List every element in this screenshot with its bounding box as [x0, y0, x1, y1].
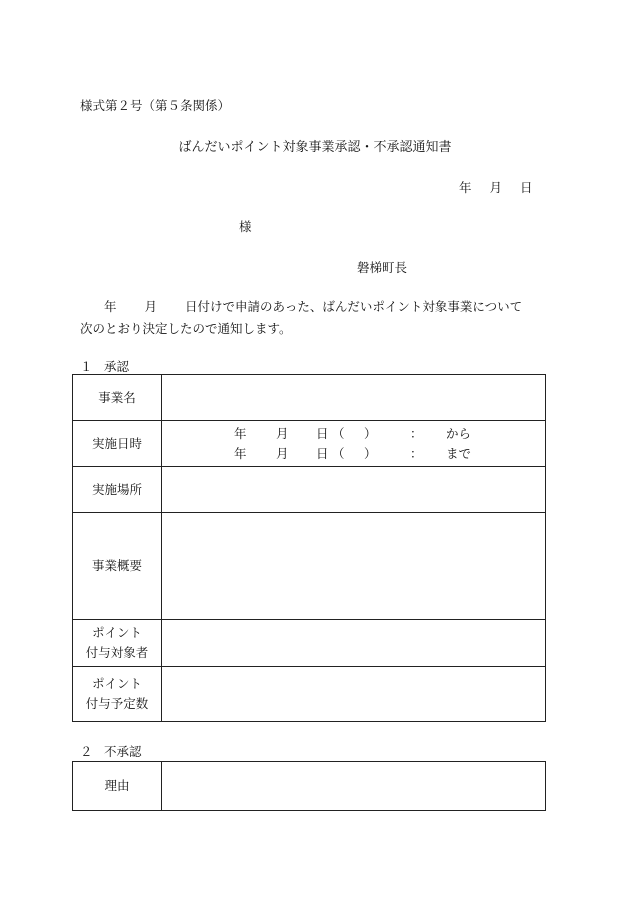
datetime-row-to	[162, 444, 545, 464]
dt-day: 日	[316, 425, 329, 441]
date-day-label: 日	[520, 180, 533, 195]
datetime-row-from	[162, 424, 545, 444]
target-label-line1: ポイント	[91, 625, 142, 640]
business-name-field[interactable]	[162, 375, 546, 421]
section2-title: 不承認	[104, 744, 142, 759]
section2-number: ２	[80, 744, 93, 759]
body-line-2: 次のとおり決定したので通知します。	[80, 321, 292, 336]
dt-paren-close: ）	[364, 425, 377, 441]
planned-field[interactable]	[162, 667, 546, 722]
table-row	[73, 467, 546, 513]
dt-paren-open: （	[332, 425, 345, 441]
body-line-1	[80, 296, 522, 318]
addressee-suffix: 様	[239, 219, 252, 234]
reason-field[interactable]	[162, 762, 546, 811]
section1-title: 承認	[104, 359, 130, 374]
dt-year: 年	[234, 425, 247, 441]
place-label: 実施場所	[73, 467, 162, 513]
section1-heading	[80, 357, 129, 375]
table-row	[73, 513, 546, 620]
rejection-table	[72, 761, 546, 811]
dt-month: 月	[276, 425, 289, 441]
reason-label: 理由	[73, 762, 162, 811]
date-year-label: 年	[459, 180, 472, 195]
dt-colon: ：	[410, 425, 423, 441]
dt-suffix-from: から	[446, 425, 472, 441]
summary-field[interactable]	[162, 513, 546, 620]
planned-label-line1: ポイント	[91, 676, 142, 691]
dt-paren-open: （	[332, 445, 345, 461]
date-month-label: 月	[489, 180, 503, 195]
table-row	[73, 620, 546, 667]
issuer-name: 磐梯町長	[357, 260, 408, 275]
form-number: 様式第２号（第５条関係）	[80, 98, 231, 113]
target-field[interactable]	[162, 620, 546, 667]
place-field[interactable]	[162, 467, 546, 513]
datetime-field[interactable]	[162, 421, 546, 467]
table-row	[73, 421, 546, 467]
body-text	[80, 296, 522, 340]
body-month: 月	[144, 299, 158, 314]
target-label	[73, 620, 162, 667]
issue-date	[459, 178, 533, 196]
dt-year: 年	[234, 445, 247, 461]
section1-number: １	[80, 359, 93, 374]
table-row	[73, 762, 546, 811]
table-row	[73, 667, 546, 722]
document-title: ばんだいポイント対象事業承認・不承認通知書	[178, 140, 452, 155]
business-name-label: 事業名	[73, 375, 162, 421]
dt-paren-close: ）	[364, 445, 377, 461]
summary-label: 事業概要	[73, 513, 162, 620]
planned-label	[73, 667, 162, 722]
dt-colon: ：	[410, 445, 423, 461]
table-row	[73, 375, 546, 421]
planned-label-line2: 付与予定数	[85, 696, 149, 711]
datetime-label: 実施日時	[73, 421, 162, 467]
dt-day: 日	[316, 445, 329, 461]
body-line1-rest: 日付けで申請のあった、ばんだいポイント対象事業について	[185, 299, 523, 314]
approval-table	[72, 374, 546, 722]
section2-heading	[80, 742, 142, 760]
dt-suffix-to: まで	[446, 445, 472, 461]
dt-month: 月	[276, 445, 289, 461]
target-label-line2: 付与対象者	[85, 645, 149, 660]
body-year: 年	[104, 299, 117, 314]
